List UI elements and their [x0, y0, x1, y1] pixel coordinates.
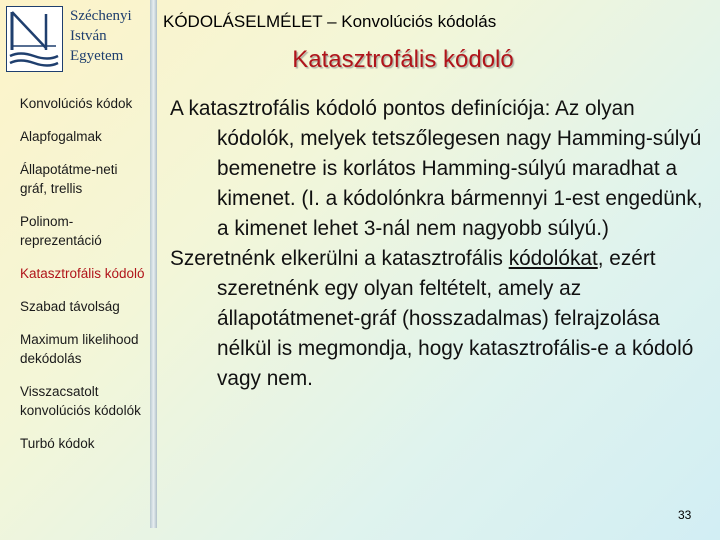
page-number: 33 [678, 508, 692, 522]
sidebar-item-alapfogalmak[interactable]: Alapfogalmak [20, 129, 102, 144]
sidebar-item-maximum-likelihood[interactable]: Maximum likelihood dekódolás [20, 332, 139, 366]
sidebar-item-szabad-tavolsag[interactable]: Szabad távolság [20, 299, 120, 314]
slide-title: Katasztrofális kódoló [292, 46, 514, 73]
sidebar-heading: Konvolúciós kódok [19, 96, 133, 111]
paragraph-goal-text-1: Szeretnénk elkerülni a katasztrofális [170, 247, 503, 270]
university-logo-icon [6, 6, 63, 72]
paragraph-definition: A katasztrofális kódoló pontos definíciója: Az olyan kódolók, melyek tetszőlegesen nagy Hamming-súlyú bemenetre is korlátos Hamming-súlyú maradhat a kimenet. (I. a kódolónkra bármennyi 1-est engedünk, a kimenet lehet 3-nál nem nagyobb súlyú.) [170, 97, 703, 240]
logo-text [70, 6, 150, 66]
slide-content [170, 94, 705, 394]
sidebar-item-visszacsatolt-kodolok[interactable]: Visszacsatolt konvolúciós kódolók [20, 384, 141, 418]
logo-line-1: Széchenyi [70, 8, 132, 24]
logo-line-3: Egyetem [70, 48, 124, 64]
sidebar-nav [0, 94, 148, 467]
sidebar-item-allapotatmeneti-graf[interactable]: Állapotátme-neti gráf, trellis [20, 162, 118, 196]
sidebar-divider [150, 0, 157, 528]
sidebar-item-katasztrofalis-kodolo[interactable]: Katasztrofális kódoló [20, 266, 145, 281]
paragraph-goal-text-2: , ezért szeretnénk egy olyan feltételt, amely az állapotátmenet-gráf (hosszadalmas) felrajzolása nélkül is megmondja, hogy katasztrofális-e a kódoló vagy nem. [217, 247, 694, 390]
sidebar-item-turbo-kodok[interactable]: Turbó kódok [20, 436, 95, 451]
underlined-word: kódolókat [508, 247, 598, 270]
sidebar [0, 0, 150, 540]
logo-line-2: István [70, 28, 107, 44]
paragraph-goal [170, 244, 705, 394]
sidebar-item-polinom-reprezentacio[interactable]: Polinom-reprezentáció [20, 214, 102, 248]
header-title: KÓDOLÁSELMÉLET – Konvolúciós kódolás [163, 12, 497, 31]
